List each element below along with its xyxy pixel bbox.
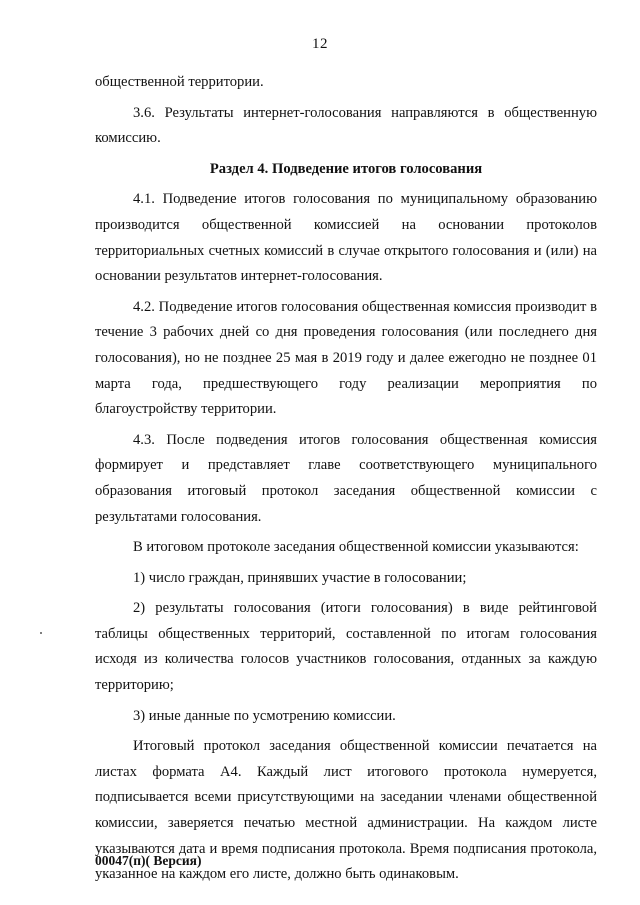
section-heading: Раздел 4. Подведение итогов голосования: [209, 160, 483, 177]
paragraph-protocol-contents: В итоговом протоколе заседания общественной комиссии указываются:: [133, 539, 579, 556]
document-body: [95, 70, 597, 893]
list-item-2: 2) результаты голосования (итоги голосования) в виде рейтинговой таблицы общественных территорий, составленной по итогам голосования исходя из количества голосов участников голосования, отданных за каждую территорию;: [95, 600, 597, 694]
paragraph-3-6: 3.6. Результаты интернет-голосования направляются в общественную комиссию.: [95, 104, 597, 147]
footer-document-code: 00047(п)( Версия): [95, 853, 202, 868]
paragraph-4-3: 4.3. После подведения итогов голосования общественная комиссия формирует и представляет главе соответствующего муниципального образования итоговый протокол заседания общественной комиссии с результатами голосования.: [95, 431, 597, 525]
paragraph-4-1: 4.1. Подведение итогов голосования по муниципальному образованию производится общественной комиссией на основании протоколов территориальных счетных комиссий в случае открытого голосования и (или) на основании результатов интернет-голосования.: [95, 191, 597, 285]
scan-speck: [40, 632, 42, 634]
paragraph-continuation: общественной территории.: [95, 74, 264, 90]
paragraph-protocol-format: Итоговый протокол заседания общественной комиссии печатается на листах формата А4. Каждый лист итогового протокола нумеруется, подписывается всеми присутствующими на заседании членами общественной комиссии, заверяется печатью местной администрации. На каждом листе указываются дата и время подписания протокола. Время подписания протокола, указанное на каждом его листе, должно быть одинаковым.: [95, 738, 597, 883]
list-item-3: 3) иные данные по усмотрению комиссии.: [133, 707, 396, 724]
list-item-1: 1) число граждан, принявших участие в голосовании;: [133, 569, 467, 586]
paragraph-4-2: 4.2. Подведение итогов голосования общественная комиссия производит в течение 3 рабочих дней со дня проведения голосования (или последнего дня голосования), но не позднее 25 мая в 2019 году и далее ежегодно не позднее 01 марта года, предшествующего году реализации мероприятия по благоустройству территории.: [95, 298, 597, 418]
page-number: 12: [312, 36, 328, 52]
